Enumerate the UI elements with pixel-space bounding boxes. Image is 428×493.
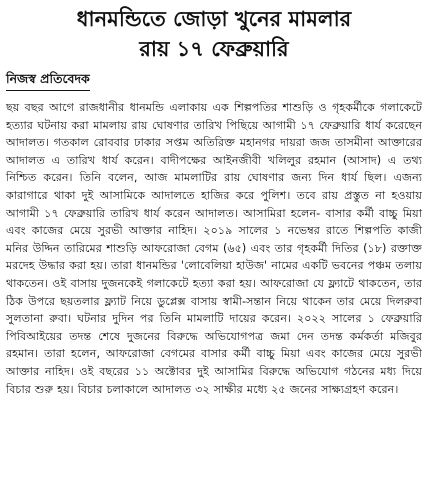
headline-line-2: রায় ১৭ ফেব্রুয়ারি bbox=[139, 37, 289, 61]
headline-line-1: ধানমন্ডিতে জোড়া খুনের মামলার bbox=[76, 7, 352, 31]
byline: নিজস্ব প্রতিবেদক bbox=[6, 70, 90, 91]
article-body bbox=[6, 99, 422, 398]
headline bbox=[6, 4, 422, 64]
article-paragraph: ছয় বছর আগে রাজধানীর ধানমন্ডি এলাকায় এক শিল্পপতির শাশুড়ি ও গৃহকর্মীকে গলাকেটে হত্যার ঘটনায় করা মামলায় রায় ঘোষণার তারিখ পিছিয়ে আগামী ১৭ ফেব্রুয়ারি ধার্য করেছেন আদালত। গতকাল রোববার ঢাকার সপ্তম অতিরিক্ত মহানগর দায়রা জজ তাসমীনা আক্তারের আদালত এ তারিখ ধার্য করেন। বাদীপক্ষের আইনজীবী খলিলুর রহমান (আসাদ) এ তথ্য নিশ্চিত করেন। তিনি বলেন, আজ মামলাটির রায় ঘোষণার জন্য দিন ধার্য ছিল। এজন্য কারাগারে থাকা দুই আসামিকে আদালতে হাজির করে পুলিশ। তবে রায় প্রস্তুত না হওয়ায় আগামী ১৭ ফেব্রুয়ারি তারিখ ধার্য করেন আদালত। আসামিরা হলেন- বাসার কর্মী বাচ্চু মিয়া এবং কাজের মেয়ে সুরভী আক্তার নাহিদ। ২০১৯ সালের ১ নভেম্বর রাতে শিল্পপতি কাজী মনির উদ্দিন তারিমের শাশুড়ি আফরোজা বেগম (৬৫) এবং তার গৃহকর্মী দিতির (১৮) রক্তাক্ত মরদেহ উদ্ধার করা হয়। তারা ধানমন্ডির 'লোবেলিয়া হাউজ' নামের একটি ভবনের পঞ্চম তলায় থাকতেন। ওই বাসায় দুজনকেই গলাকেটে হত্যা করা হয়। আফরোজা যে ফ্ল্যাটে থাকতেন, তার ঠিক উপরে ছয়তলার ফ্ল্যাট নিয়ে ডুপ্লেক্স বাসায় স্বামী-সন্তান নিয়ে থাকেন তার মেয়ে দিলরুবা সুলতানা রুবা। ঘটনার দুদিন পর তিনি মামলাটি দায়ের করেন। ২০২২ সালের ১ ফেব্রুয়ারি পিবিআইয়ের তদন্ত শেষে দুজনের বিরুদ্ধে অভিযোগপত্র জমা দেন তদন্ত কর্মকর্তা মজিবুর রহমান। তারা হলেন, আফরোজা বেগমের বাসার কর্মী বাচ্চু মিয়া এবং কাজের মেয়ে সুরভী আক্তার নাহিদ। ওই বছরের ১১ অক্টোবর দুই আসামির বিরুদ্ধে অভিযোগ গঠনের মধ্য দিয়ে বিচার শুরু হয়। বিচার চলাকালে আদালত ৩২ সাক্ষীর মধ্যে ২৫ জনের সাক্ষ্যগ্রহণ করেন। bbox=[6, 101, 422, 396]
